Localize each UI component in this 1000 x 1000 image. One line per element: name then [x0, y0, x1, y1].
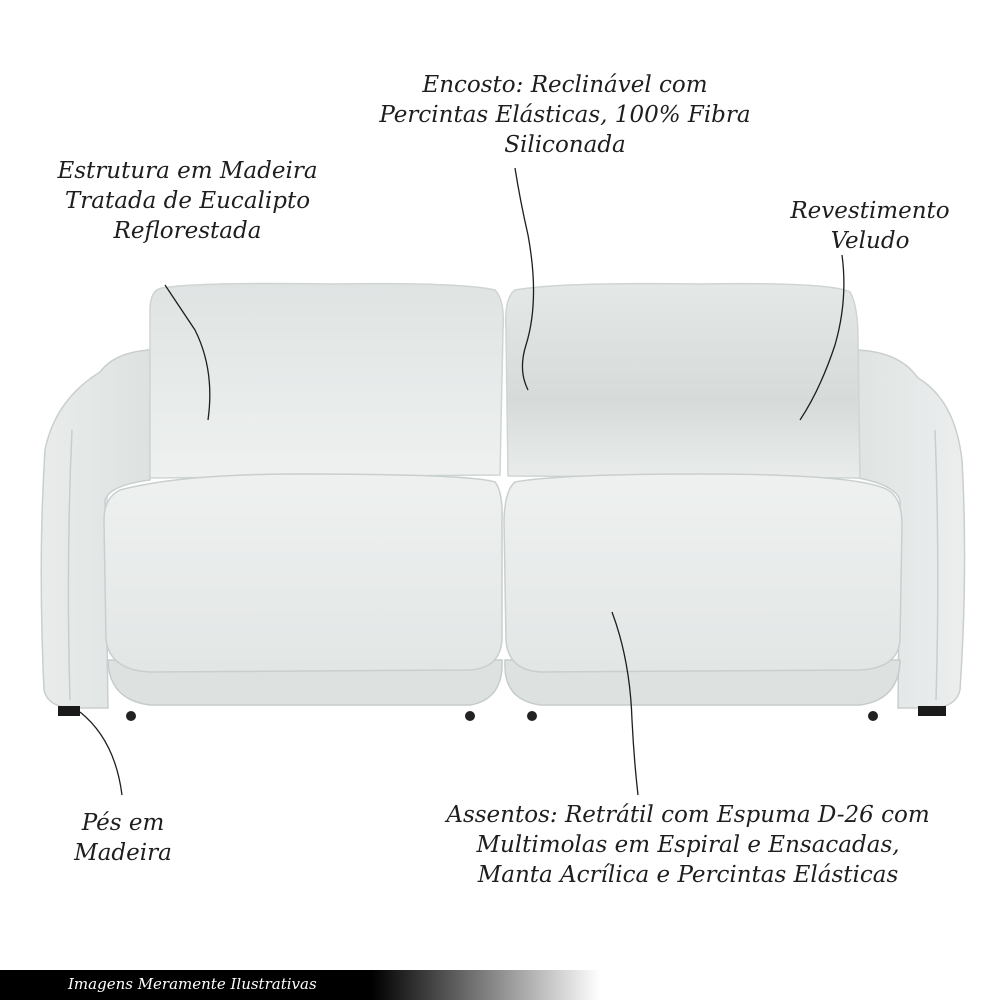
label-revestimento: Revestimento Veludo [790, 198, 950, 254]
sofa-feet [58, 706, 946, 721]
seat-cushion-right [504, 474, 902, 672]
label-encosto: Encosto: Reclinável com Percintas Elásticas, 100% Fibra Siliconada [379, 72, 751, 158]
disclaimer-text: Imagens Meramente Ilustrativas [68, 975, 317, 993]
label-assentos: Assentos: Retrátil com Espuma D-26 com Multimolas em Espiral e Ensacadas, Manta Acrílica e Percintas Elásticas [446, 802, 930, 888]
label-estrutura: Estrutura em Madeira Tratada de Eucalipto Reflorestada [57, 158, 318, 244]
disclaimer-banner [0, 970, 600, 1000]
seat-cushion-left [104, 474, 502, 672]
back-cushion-right [506, 284, 860, 478]
back-cushion-left [150, 284, 503, 479]
label-pes: Pés em Madeira [74, 810, 172, 866]
leader-pes [80, 712, 122, 795]
